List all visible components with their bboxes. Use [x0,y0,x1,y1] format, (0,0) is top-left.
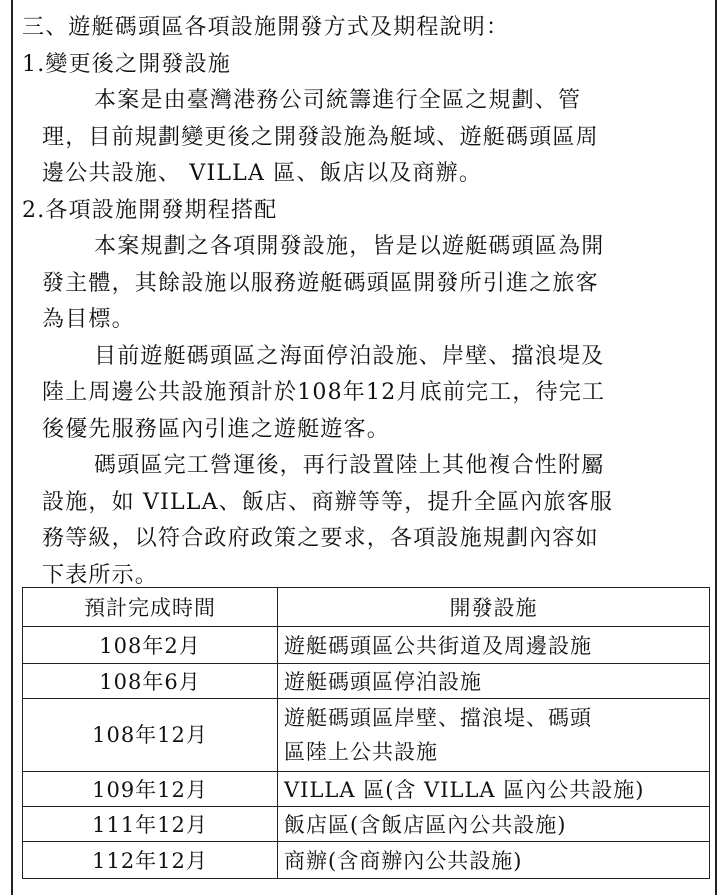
document-body [22,10,710,594]
schedule-table [22,587,710,879]
paragraph-3-line: 務等級，以符合政府政策之要求，各項設施規劃內容如 [42,526,599,551]
completion-time-cell: 108年6月 [23,664,278,699]
facility-cell [278,699,710,772]
paragraph-1-line: 本案規劃之各項開發設施，皆是以遊艇碼頭區為開 [94,234,605,259]
paragraph-2-line: 後優先服務區內引進之遊艇遊客。 [42,416,391,442]
paragraph-2-line: 目前遊艇碼頭區之海面停泊設施、岸壁、擋浪堤及 [94,343,605,369]
left-border-line [11,0,13,895]
paragraph-2-line: 陸上周邊公共設施預計於108年12月底前完工，待完工 [42,380,606,405]
subsection-1-line: 本案是由臺灣港務公司統籌進行全區之規劃、管 [94,88,582,113]
section-title: 三、遊艇碼頭區各項設施開發方式及期程說明： [22,15,510,40]
completion-time-cell: 111年12月 [23,807,278,842]
table-row [23,807,710,842]
facility-line: 遊艇碼頭區岸壁、擋浪堤、碼頭 [284,706,592,730]
table-row [23,664,710,699]
table-row [23,842,710,879]
table-row [23,699,710,772]
paragraph-3-line: 下表所示。 [42,562,159,588]
completion-time-cell: 108年2月 [23,627,278,664]
right-border-line [715,0,717,895]
completion-time-cell: 108年12月 [23,699,278,772]
facility-cell: 商辦(含商辦內公共設施) [278,842,710,879]
paragraph-3-line: 碼頭區完工營運後，再行設置陸上其他複合性附屬 [94,453,605,478]
subsection-1-heading: 1.變更後之開發設施 [22,51,231,77]
facility-cell: VILLA 區(含 VILLA 區內公共設施) [278,772,710,807]
completion-time-cell: 112年12月 [23,842,278,879]
paragraph-3-line: 設施，如 VILLA、飯店、商辦等等，提升全區內旅客服 [42,489,614,515]
paragraph-1-line: 發主體，其餘設施以服務遊艇碼頭區開發所引進之旅客 [42,270,599,296]
table-header-row [23,588,710,627]
table-row [23,772,710,807]
header-completion-time: 預計完成時間 [23,588,278,627]
completion-time-cell: 109年12月 [23,772,278,807]
facility-cell: 飯店區(含飯店區內公共設施) [278,807,710,842]
subsection-1-line: 邊公共設施、 VILLA 區、飯店以及商辦。 [42,161,483,186]
header-facilities: 開發設施 [278,588,710,627]
paragraph-1-line: 為目標。 [42,307,135,332]
subsection-1-line: 理，目前規劃變更後之開發設施為艇域、遊艇碼頭區周 [42,124,599,150]
facility-line: 區陸上公共設施 [284,740,438,764]
table-row [23,627,710,664]
facility-cell: 遊艇碼頭區公共街道及周邊設施 [278,627,710,664]
facility-cell: 遊艇碼頭區停泊設施 [278,664,710,699]
subsection-2-heading: 2.各項設施開發期程搭配 [22,197,278,223]
